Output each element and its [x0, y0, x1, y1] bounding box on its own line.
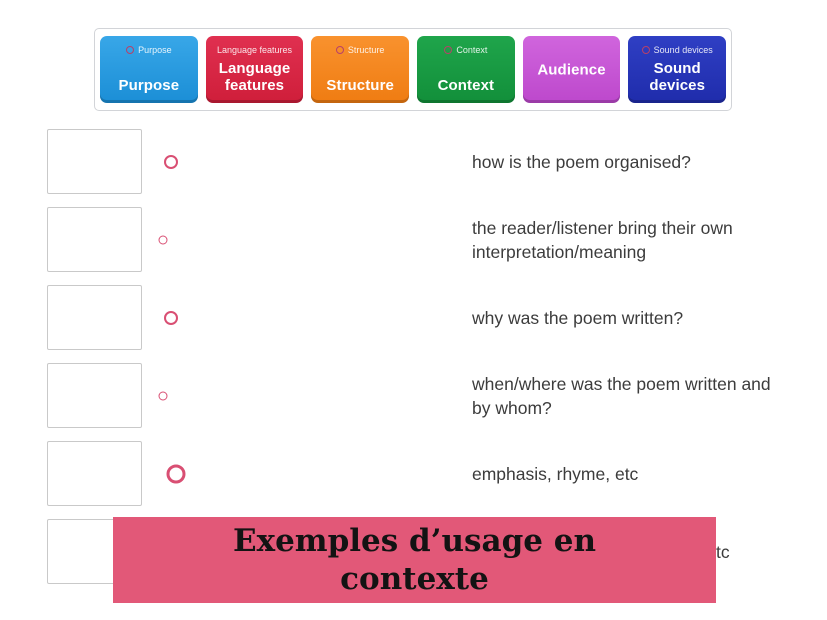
match-row [0, 441, 827, 506]
tile-label: Context [437, 77, 495, 94]
match-ring-icon [126, 46, 134, 54]
tile-mini-label: Purpose [138, 45, 172, 55]
match-handle[interactable] [164, 311, 178, 325]
clue-text: emphasis, rhyme, etc [472, 463, 639, 484]
clue-text: when/where was the poem written and by whom? [472, 373, 771, 418]
drop-slot[interactable] [47, 363, 142, 428]
tile-sound-mini-row [628, 45, 726, 55]
tile-context[interactable] [417, 36, 515, 103]
match-ring-icon [336, 46, 344, 54]
tile-mini-label: Structure [347, 45, 385, 55]
tile-structure-mini-row [311, 45, 409, 55]
tile-sound-devices[interactable] [628, 36, 726, 103]
tile-structure[interactable] [311, 36, 409, 103]
match-row [0, 285, 827, 350]
tile-mini-label: Sound devices [653, 45, 713, 55]
match-row [0, 363, 827, 428]
match-row [0, 207, 827, 272]
match-handle[interactable] [164, 155, 178, 169]
tile-context-mini-row [417, 45, 515, 55]
context-overlay-banner [113, 517, 716, 603]
clue-text: the reader/listener bring their own interpretation/meaning [472, 217, 733, 262]
clue-text: how is the poem organised? [472, 151, 691, 172]
drop-slot[interactable] [47, 285, 142, 350]
clue-text: why was the poem written? [472, 307, 684, 328]
tile-purpose-mini-row [100, 45, 198, 55]
tile-mini-label: Language features [216, 45, 293, 55]
match-handle[interactable] [159, 235, 168, 244]
drop-slot[interactable] [47, 207, 142, 272]
match-ring-icon [642, 46, 650, 54]
drop-slot[interactable] [47, 441, 142, 506]
tile-language-features[interactable] [206, 36, 304, 103]
tile-label: Structure [326, 77, 394, 94]
drop-slot[interactable] [47, 129, 142, 194]
tile-label: Purpose [118, 77, 180, 94]
tile-label: Language features [218, 60, 291, 94]
tile-mini-label: Context [456, 45, 488, 55]
overlay-title: Exemples d’usage en contexte [232, 523, 597, 597]
tile-purpose[interactable] [100, 36, 198, 103]
tile-language-mini-row [206, 45, 304, 55]
tile-label: Audience [537, 61, 606, 78]
tile-audience[interactable] [523, 36, 621, 103]
match-row [0, 129, 827, 194]
tile-label: Sound devices [649, 60, 706, 94]
match-handle[interactable] [159, 391, 168, 400]
match-ring-icon [444, 46, 452, 54]
clue-text-fragment: tc [716, 541, 730, 562]
answer-tile-bar [94, 28, 732, 111]
match-handle[interactable] [167, 464, 186, 483]
